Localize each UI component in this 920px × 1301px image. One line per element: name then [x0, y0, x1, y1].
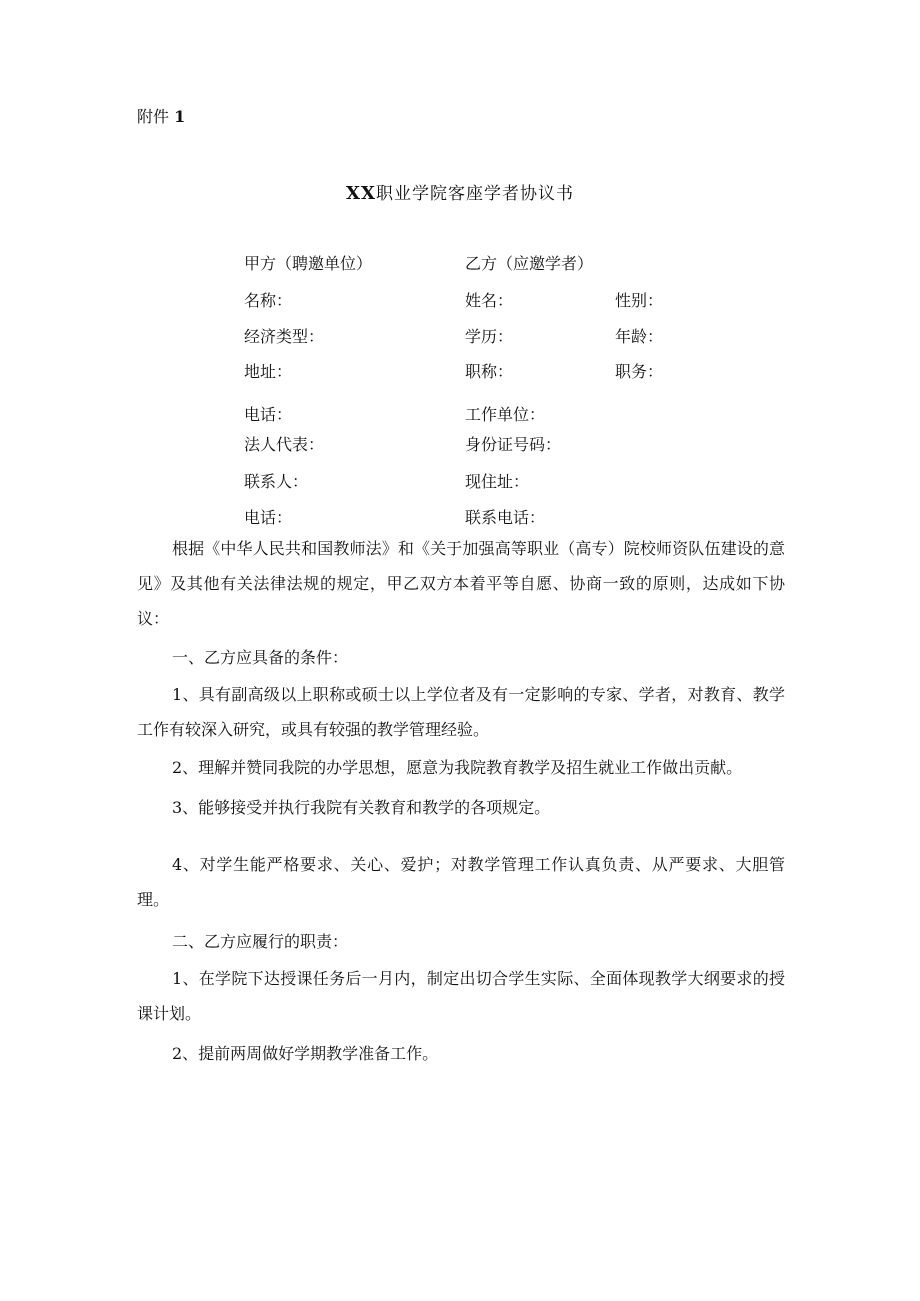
party-a-contact-label: 联系人： [244, 472, 309, 491]
attachment-number: 1 [174, 107, 186, 126]
title-prefix: XX [346, 183, 376, 204]
section-2-heading: 二、乙方应履行的职责： [172, 932, 349, 951]
section-1-heading: 一、乙方应具备的条件： [172, 648, 349, 667]
title-text: 职业学院客座学者协议书 [375, 184, 574, 204]
party-a-legal-rep-label: 法人代表： [244, 435, 325, 454]
party-b-position-label: 职务： [615, 362, 664, 381]
party-b-heading: 乙方（应邀学者） [465, 254, 594, 273]
party-a-econ-type-label: 经济类型： [244, 327, 325, 346]
party-b-contact-phone-label: 联系电话： [465, 508, 546, 527]
attachment-label [137, 104, 185, 127]
section-1-item-3: 3、能够接受并执行我院有关教育和教学的各项规定。 [172, 798, 551, 817]
section-1-item-2: 2、理解并赞同我院的办学思想，愿意为我院教育教学及招生就业工作做出贡献。 [172, 758, 743, 777]
section-2-item-1: 1、在学院下达授课任务后一月内，制定出切合学生实际、全面体现教学大纲要求的授课计划。 [137, 969, 785, 1023]
party-a-heading: 甲方（聘邀单位） [244, 254, 373, 273]
party-a-phone-label: 电话： [244, 405, 293, 424]
party-b-gender-label: 性别： [615, 291, 664, 310]
party-b-title-label: 职称： [465, 362, 514, 381]
party-b-id-number-label: 身份证号码： [465, 435, 562, 454]
party-a-address-label: 地址： [244, 362, 293, 381]
party-b-education-label: 学历： [465, 327, 514, 346]
party-a-name-label: 名称： [244, 291, 293, 310]
party-b-name-label: 姓名： [465, 291, 514, 310]
intro-paragraph: 根据《中华人民共和国教师法》和《关于加强高等职业（高专）院校师资队伍建设的意见》及其他有关法律法规的规定，甲乙双方本着平等自愿、协商一致的原则，达成如下协议： [137, 539, 785, 628]
section-1-item-1: 1、具有副高级以上职称或硕士以上学位者及有一定影响的专家、学者，对教育、教学工作有较深入研究，或具有较强的教学管理经验。 [137, 685, 785, 739]
party-b-employer-label: 工作单位： [465, 405, 546, 424]
section-1-item-4: 4、对学生能严格要求、关心、爱护；对教学管理工作认真负责、从严要求、大胆管理。 [137, 855, 785, 909]
party-b-age-label: 年龄： [615, 327, 664, 346]
document-title [0, 179, 920, 204]
party-b-current-address-label: 现住址： [465, 472, 530, 491]
section-2-item-2: 2、提前两周做好学期教学准备工作。 [172, 1044, 439, 1063]
party-a-contact-phone-label: 电话： [244, 508, 293, 527]
attachment-label-text: 附件 [137, 107, 170, 126]
